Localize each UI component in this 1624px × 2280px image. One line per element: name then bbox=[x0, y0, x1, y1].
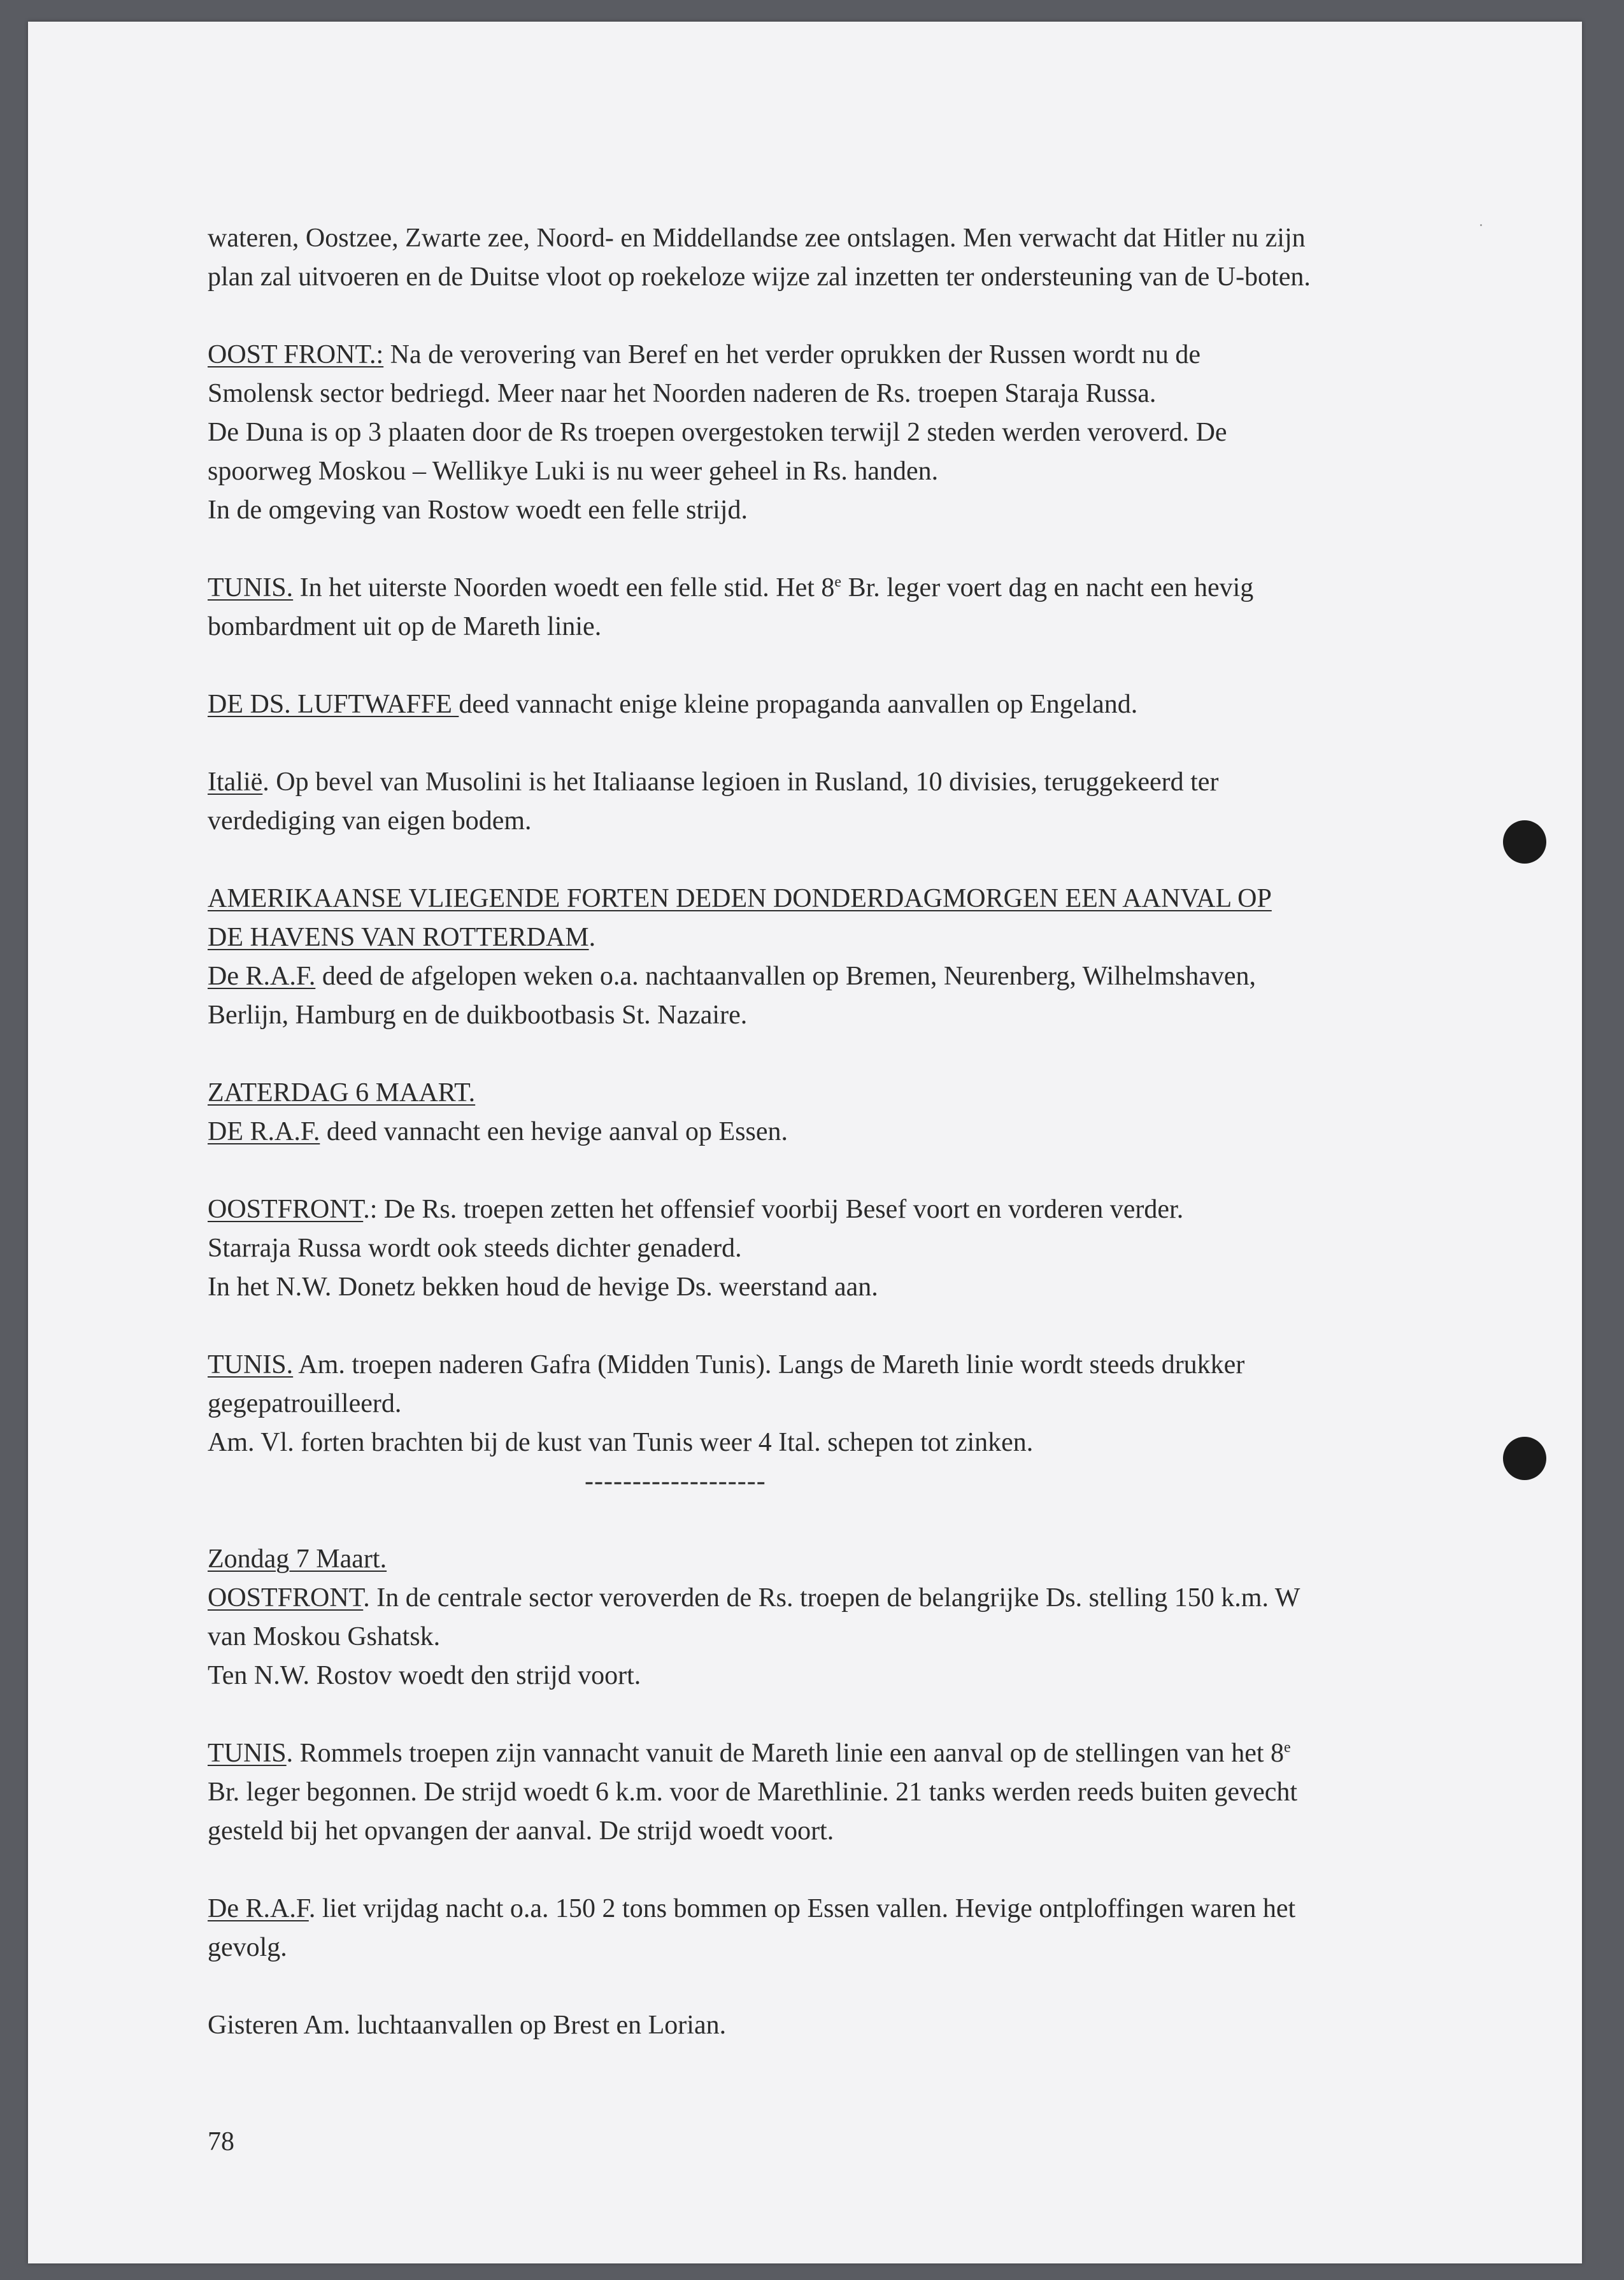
underlined-heading: AMERIKAANSE VLIEGENDE FORTEN DEDEN DONDERDAGMORGEN EEN AANVAL OP bbox=[208, 884, 1272, 913]
text-run: deed de afgelopen weken o.a. nachtaanvallen op Bremen, Neurenberg, Wilhelmshaven, bbox=[315, 962, 1256, 991]
document-page bbox=[28, 22, 1582, 2263]
text-run: gegepatrouilleerd. bbox=[208, 1389, 402, 1418]
text-line bbox=[208, 880, 1475, 918]
text-run: Smolensk sector bedriegd. Meer naar het Noorden naderen de Rs. troepen Staraja Russa. bbox=[208, 379, 1157, 408]
text-run: spoorweg Moskou – Wellikye Luki is nu weer geheel in Rs. handen. bbox=[208, 457, 939, 486]
paragraph bbox=[208, 1890, 1475, 1967]
paragraph bbox=[208, 2006, 1475, 2045]
text-line bbox=[208, 336, 1475, 374]
paper-speck bbox=[1480, 224, 1482, 226]
text-line bbox=[208, 1890, 1475, 1928]
text-run: deed vannacht een hevige aanval op Essen. bbox=[320, 1117, 788, 1146]
text-line bbox=[208, 1657, 1475, 1695]
underlined-heading: TUNIS. bbox=[208, 573, 294, 602]
paragraph bbox=[208, 880, 1475, 1035]
text-run: Ten N.W. Rostov woedt den strijd voort. bbox=[208, 1661, 641, 1690]
text-run: bombardment uit op de Mareth linie. bbox=[208, 612, 602, 641]
underlined-heading: DE DS. LUFTWAFFE bbox=[208, 690, 459, 719]
text-line bbox=[208, 802, 1475, 841]
text-line bbox=[208, 2006, 1475, 2045]
text-line bbox=[208, 1190, 1475, 1229]
paragraph bbox=[208, 569, 1475, 646]
text-line bbox=[208, 1812, 1475, 1851]
text-run: .: De Rs. troepen zetten het offensief voorbij Besef voort en vorderen verder. bbox=[363, 1195, 1184, 1224]
underlined-heading: OOSTFRONT bbox=[208, 1583, 364, 1613]
text-run: Na de verovering van Beref en het verder oprukken der Russen wordt nu de bbox=[383, 340, 1201, 369]
text-run: gesteld bij het opvangen der aanval. De strijd woedt voort. bbox=[208, 1816, 834, 1846]
text-line bbox=[208, 491, 1475, 530]
text-line bbox=[208, 1540, 1475, 1579]
paragraph bbox=[208, 1346, 1475, 1462]
text-run: . Op bevel van Musolini is het Italiaanse legioen in Rusland, 10 divisies, teruggekeerd ter bbox=[262, 767, 1219, 797]
text-line bbox=[208, 996, 1475, 1035]
paragraph bbox=[208, 685, 1475, 724]
punch-hole-upper bbox=[1503, 820, 1546, 864]
underlined-heading: TUNIS. bbox=[208, 1350, 294, 1379]
text-line bbox=[208, 1113, 1475, 1151]
text-run: De Duna is op 3 plaaten door de Rs troepen overgestoken terwijl 2 steden werden veroverd. De bbox=[208, 418, 1227, 447]
text-run: In het N.W. Donetz bekken houd de hevige Ds. weerstand aan. bbox=[208, 1272, 878, 1302]
text-run: Am. Vl. forten brachten bij de kust van Tunis weer 4 Ital. schepen tot zinken. bbox=[208, 1428, 1034, 1457]
text-line bbox=[208, 1618, 1475, 1657]
text-line bbox=[208, 1346, 1475, 1385]
text-line bbox=[208, 374, 1475, 413]
underlined-heading: Italië bbox=[208, 767, 263, 797]
paragraph bbox=[208, 219, 1475, 297]
text-run: gevolg. bbox=[208, 1933, 287, 1962]
paragraph bbox=[208, 1074, 1475, 1151]
text-line bbox=[208, 569, 1475, 608]
underlined-heading: ZATERDAG 6 MAART. bbox=[208, 1078, 476, 1108]
text-run: In de omgeving van Rostow woedt een felle strijd. bbox=[208, 495, 748, 525]
text-run: van Moskou Gshatsk. bbox=[208, 1622, 441, 1651]
superscript: e bbox=[1284, 1739, 1291, 1756]
text-line bbox=[208, 1734, 1475, 1773]
text-run: Am. troepen naderen Gafra (Midden Tunis). Langs de Mareth linie wordt steeds drukker bbox=[293, 1350, 1245, 1379]
text-run: . In de centrale sector veroverden de Rs. troepen de belangrijke Ds. stelling 150 k.m. W bbox=[363, 1583, 1300, 1613]
underlined-heading: De R.A.F. bbox=[208, 962, 316, 991]
text-line bbox=[208, 763, 1475, 802]
text-line bbox=[208, 1268, 1475, 1307]
text-line bbox=[208, 957, 1475, 996]
underlined-heading: Zondag 7 Maart. bbox=[208, 1544, 387, 1574]
text-line bbox=[208, 1928, 1475, 1967]
text-run: Br. leger begonnen. De strijd woedt 6 k.m. voor de Marethlinie. 21 tanks werden reeds buiten gevecht bbox=[208, 1778, 1298, 1807]
underlined-heading: DE R.A.F. bbox=[208, 1117, 320, 1146]
text-line bbox=[208, 452, 1475, 491]
paragraph bbox=[208, 763, 1475, 841]
underlined-heading: DE HAVENS VAN ROTTERDAM bbox=[208, 923, 589, 952]
text-run: Starraja Russa wordt ook steeds dichter genaderd. bbox=[208, 1234, 742, 1263]
underlined-heading: De R.A.F bbox=[208, 1894, 309, 1923]
superscript: e bbox=[834, 574, 842, 590]
text-line bbox=[208, 608, 1475, 646]
underlined-heading: TUNIS bbox=[208, 1739, 287, 1768]
text-line bbox=[208, 1423, 1475, 1462]
text-line bbox=[208, 1074, 1475, 1113]
text-run: Gisteren Am. luchtaanvallen op Brest en Lorian. bbox=[208, 2011, 727, 2040]
section-separator: ------------------- bbox=[585, 1467, 766, 1496]
text-line bbox=[208, 918, 1475, 957]
text-run: deed vannacht enige kleine propaganda aanvallen op Engeland. bbox=[459, 690, 1138, 719]
text-run: . bbox=[588, 923, 596, 952]
text-line bbox=[208, 1579, 1475, 1618]
page-number: 78 bbox=[208, 2127, 234, 2156]
text-run: Berlijn, Hamburg en de duikbootbasis St. Nazaire. bbox=[208, 1001, 748, 1030]
paragraph bbox=[208, 1734, 1475, 1851]
paragraph bbox=[208, 1540, 1475, 1695]
text-line bbox=[208, 258, 1475, 297]
text-run: . Rommels troepen zijn vannacht vanuit de Mareth linie een aanval op de stellingen van het 8 bbox=[286, 1739, 1285, 1768]
text-line bbox=[208, 1773, 1475, 1812]
text-run: plan zal uitvoeren en de Duitse vloot op roekeloze wijze zal inzetten ter ondersteuning van de U-boten. bbox=[208, 262, 1311, 292]
paragraph bbox=[208, 1190, 1475, 1307]
paragraph bbox=[208, 336, 1475, 530]
text-line bbox=[208, 413, 1475, 452]
document-body bbox=[208, 219, 1475, 2084]
text-run: In het uiterste Noorden woedt een felle stid. Het 8 bbox=[293, 573, 835, 602]
text-run: Br. leger voert dag en nacht een hevig bbox=[841, 573, 1254, 602]
text-line bbox=[208, 685, 1475, 724]
text-line bbox=[208, 1385, 1475, 1423]
text-line bbox=[208, 219, 1475, 258]
text-run: verdediging van eigen bodem. bbox=[208, 806, 532, 836]
text-run: . liet vrijdag nacht o.a. 150 2 tons bommen op Essen vallen. Hevige ontploffingen waren het bbox=[308, 1894, 1296, 1923]
text-run: wateren, Oostzee, Zwarte zee, Noord- en Middellandse zee ontslagen. Men verwacht dat Hitler nu zijn bbox=[208, 224, 1306, 253]
punch-hole-lower bbox=[1503, 1437, 1546, 1480]
text-line bbox=[208, 1229, 1475, 1268]
underlined-heading: OOST FRONT.: bbox=[208, 340, 384, 369]
underlined-heading: OOSTFRONT bbox=[208, 1195, 364, 1224]
